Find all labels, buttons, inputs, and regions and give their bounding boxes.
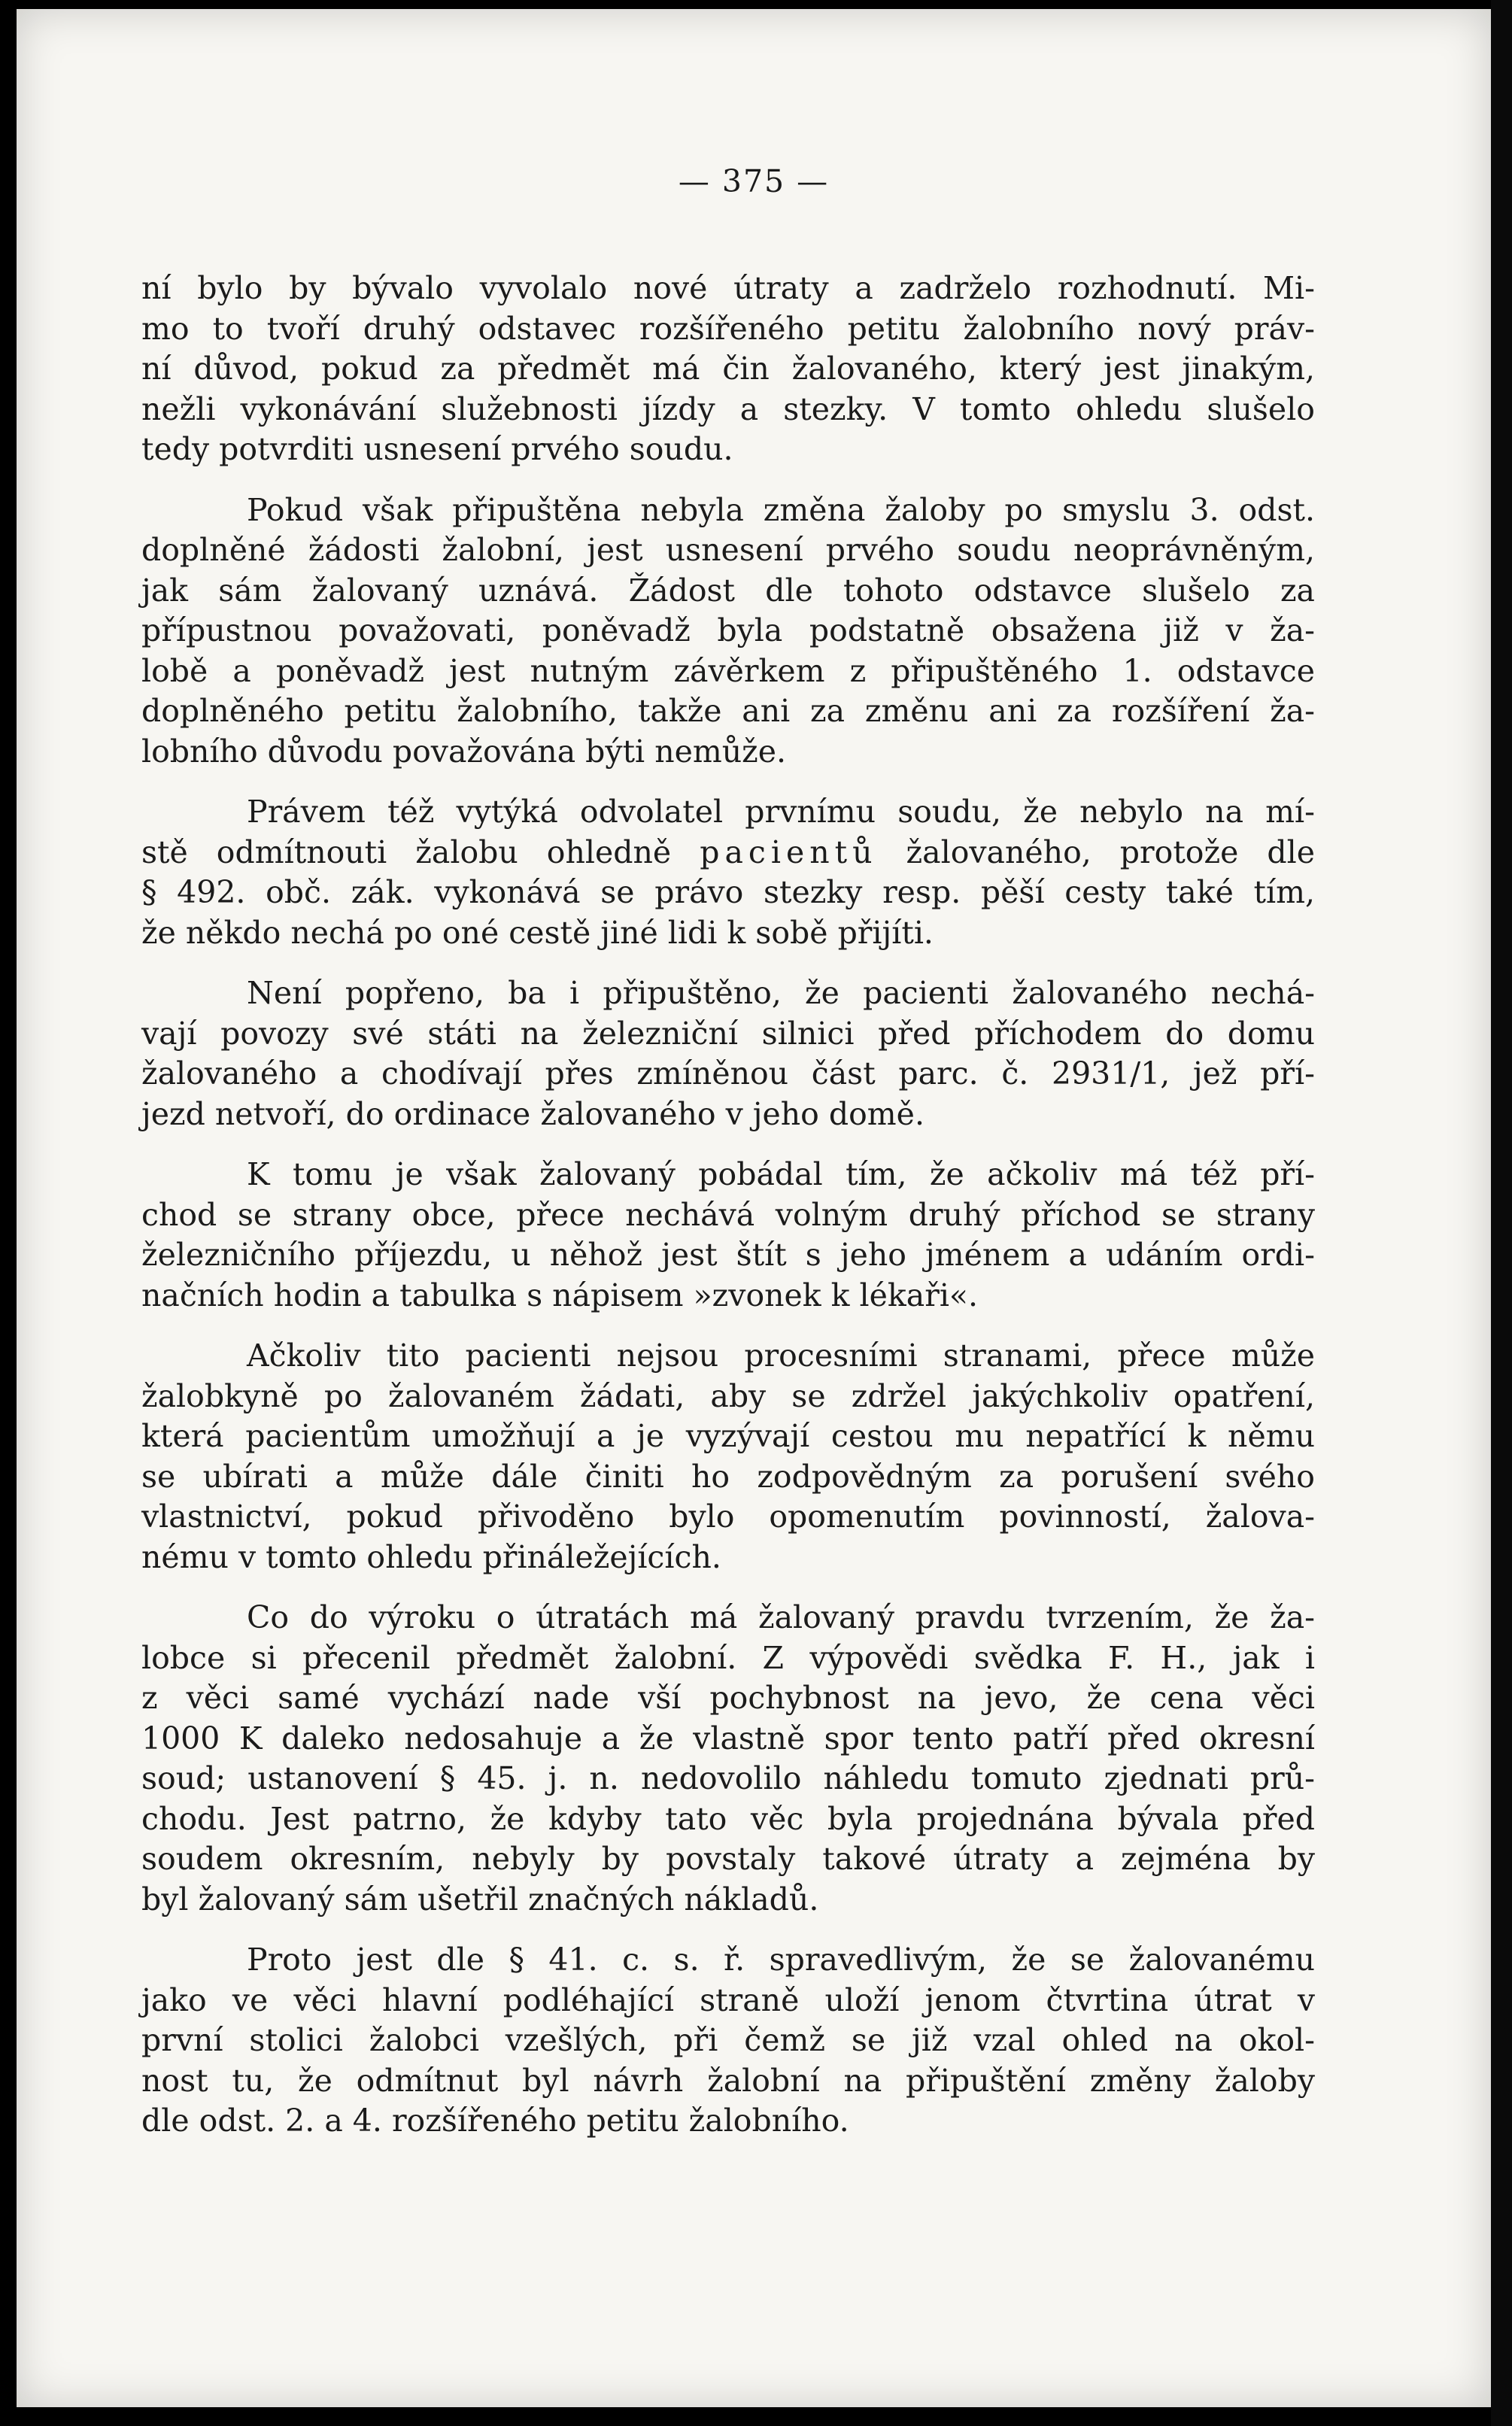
text-line: jako ve věci hlavní podléhající straně uloží jenom čtvrtina útrat v <box>141 1981 1315 2018</box>
text-line: Právem též vytýká odvolatel prvnímu soudu, že nebylo na mí- <box>247 794 1315 830</box>
text-line: byl žalovaný sám ušetřil značných nákladů. <box>141 1881 819 1917</box>
text-line: jezd netvoří, do ordinace žalovaného v jeho domě. <box>141 1095 925 1132</box>
text-line: tedy potvrditi usnesení prvého soudu. <box>141 431 733 467</box>
text-line: nežli vykonávání služebnosti jízdy a stezky. V tomto ohledu slušelo <box>141 390 1315 427</box>
text-line: K tomu je však žalovaný pobádal tím, že ačkoliv má též pří- <box>247 1156 1315 1192</box>
text-line: doplněného petitu žalobního, takže ani za změnu ani za rozšíření ža- <box>141 693 1315 729</box>
text-line: dle odst. 2. a 4. rozšířeného petitu žalobního. <box>141 2103 849 2139</box>
paragraph <box>141 792 1315 953</box>
paragraph <box>141 1940 1315 2142</box>
text-line: nému v tomto ohledu přináležejících. <box>141 1538 721 1575</box>
text-segment: stě odmítnouti žalobu ohledně <box>141 833 672 870</box>
text-segment: žalovaného, protože dle <box>906 833 1315 870</box>
paragraph <box>141 1598 1315 1920</box>
text-line: z věci samé vychází nade vší pochybnost na jevo, že cena věci <box>141 1680 1315 1716</box>
page-number: — 375 — <box>678 163 830 199</box>
emphasized-word: pacientů <box>700 833 878 870</box>
paragraph <box>141 1155 1315 1316</box>
text-line: mo to tvoří druhý odstavec rozšířeného petitu žalobního nový práv- <box>141 310 1315 347</box>
paragraph <box>141 490 1315 773</box>
text-line: ní bylo by bývalo vyvolalo nové útraty a zadrželo rozhodnutí. Mi- <box>141 270 1315 306</box>
text-line: že někdo nechá po oné cestě jiné lidi k sobě přijíti. <box>141 914 934 951</box>
text-line: železničního příjezdu, u něhož jest štít s jeho jménem a udáním ordi- <box>141 1237 1315 1273</box>
text-line: soudem okresním, nebyly by povstaly takové útraty a zejména by <box>141 1841 1315 1877</box>
text-line: Není popřeno, ba i připuštěno, že pacienti žalovaného nechá- <box>247 975 1315 1011</box>
text-line: vlastnictví, pokud přivoděno bylo opomenutím povinností, žalova- <box>141 1498 1315 1535</box>
scan-edge <box>1491 0 1512 2426</box>
text-line: lobě a poněvadž jest nutným závěrkem z připuštěného 1. odstavce <box>141 652 1315 689</box>
body-text <box>141 269 1315 2162</box>
paragraph <box>141 269 1315 470</box>
text-line: se ubírati a může dále činiti ho zodpovědným za porušení svého <box>141 1458 1315 1495</box>
text-line: žalovaného a chodívají přes zmíněnou část parc. č. 2931/1, jež pří- <box>141 1055 1315 1092</box>
text-line: Ačkoliv tito pacienti nejsou procesními stranami, přece může <box>247 1337 1315 1374</box>
text-line: chod se strany obce, přece nechává volným druhý příchod se strany <box>141 1196 1315 1233</box>
text-line: žalobkyně po žalovaném žádati, aby se zdržel jakýchkoliv opatření, <box>141 1377 1315 1414</box>
document-page <box>17 9 1491 2407</box>
text-line: Proto jest dle § 41. c. s. ř. spravedlivým, že se žalovanému <box>247 1942 1315 1978</box>
text-line: vají povozy své státi na železniční silnici před příchodem do domu <box>141 1015 1315 1052</box>
text-line: první stolici žalobci vzešlých, při čemž se již vzal ohled na okol- <box>141 2022 1315 2058</box>
text-line: soud; ustanovení § 45. j. n. nedovolilo náhledu tomuto zjednati prů- <box>141 1760 1315 1796</box>
text-line: Co do výroku o útratách má žalovaný pravdu tvrzením, že ža- <box>247 1599 1315 1635</box>
text-line: nost tu, že odmítnut byl návrh žalobní na připuštění změny žaloby <box>141 2062 1315 2099</box>
text-line: jak sám žalovaný uznává. Žádost dle tohoto odstavce slušelo za <box>141 572 1315 609</box>
paragraph <box>141 973 1315 1134</box>
text-line: lobního důvodu považována býti nemůže. <box>141 733 787 770</box>
text-line: načních hodin a tabulka s nápisem »zvonek k lékaři«. <box>141 1277 979 1313</box>
text-line: chodu. Jest patrno, že kdyby tato věc byla projednána bývala před <box>141 1800 1315 1837</box>
text-line: 1000 K daleko nedosahuje a že vlastně spor tento patří před okresní <box>141 1720 1315 1756</box>
text-line: doplněné žádosti žalobní, jest usnesení prvého soudu neoprávněným, <box>141 532 1315 568</box>
text-line: ní důvod, pokud za předmět má čin žalovaného, který jest jinakým, <box>141 351 1315 387</box>
paragraph <box>141 1336 1315 1577</box>
text-line: Pokud však připuštěna nebyla změna žaloby po smyslu 3. odst. <box>247 491 1315 528</box>
text-line <box>141 833 1315 873</box>
text-line: přípustnou považovati, poněvadž byla podstatně obsažena již v ža- <box>141 612 1315 648</box>
text-line: která pacientům umožňují a je vyzývají cestou mu nepatřící k němu <box>141 1418 1315 1454</box>
text-line: lobce si přecenil předmět žalobní. Z výpovědi svědka F. H., jak i <box>141 1639 1315 1676</box>
text-line: § 492. obč. zák. vykonává se právo stezky resp. pěší cesty také tím, <box>141 874 1315 910</box>
